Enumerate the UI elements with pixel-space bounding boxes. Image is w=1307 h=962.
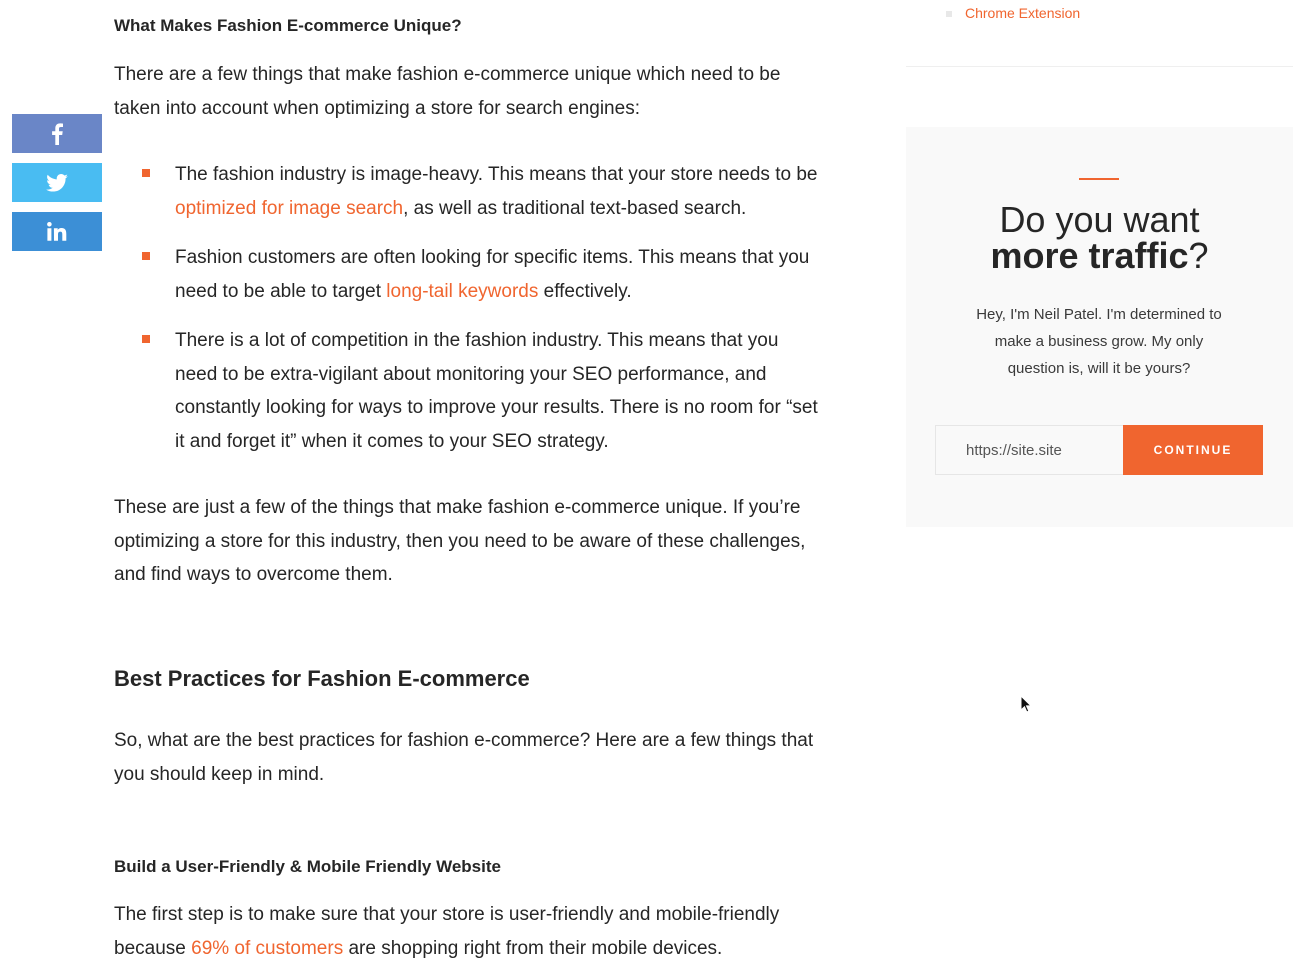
promo-title-line-1: Do you want — [999, 199, 1200, 240]
promo-accent-line — [1079, 178, 1119, 180]
list-item-text-start: The fashion industry is image-heavy. This means that your store needs to be — [175, 164, 818, 185]
traffic-promo-box — [906, 127, 1293, 527]
build-text-end: are shopping right from their mobile devices. — [343, 937, 723, 959]
promo-title-end: ? — [1188, 235, 1209, 276]
list-item-text: There is a lot of competition in the fashion industry. This means that you need to be extra-vigilant about monitoring your SEO performance, and constantly looking for ways to improve your results. There is no room for “set it and forget it” when it comes to your SEO strategy. — [175, 330, 818, 452]
facebook-icon — [51, 123, 63, 145]
heading-build-website: Build a User-Friendly & Mobile Friendly Website — [114, 857, 501, 876]
list-item-text-end: , as well as traditional text-based search. — [403, 197, 747, 219]
sidebar-list-marker — [946, 11, 952, 17]
continue-button[interactable]: CONTINUE — [1123, 425, 1263, 475]
heading-best-practices: Best Practices for Fashion E-commerce — [114, 666, 530, 691]
image-search-link[interactable]: optimized for image search — [175, 197, 404, 219]
sidebar-divider — [906, 66, 1293, 67]
bullet-marker — [142, 252, 150, 260]
list-item-text-start: Fashion customers are often looking for specific items. This means that you need to be able to target — [175, 247, 810, 302]
heading-what-makes-unique: What Makes Fashion E-commerce Unique? — [114, 16, 462, 35]
long-tail-keywords-link[interactable]: long-tail keywords — [386, 280, 539, 302]
customers-stat-link[interactable]: 69% of customers — [191, 937, 344, 959]
promo-description: Hey, I'm Neil Patel. I'm determined to make a business grow. My only question is, will it be yours? — [976, 306, 1222, 377]
linkedin-icon — [47, 222, 67, 241]
twitter-share-button[interactable] — [12, 163, 102, 202]
summary-paragraph: These are just a few of the things that make fashion e-commerce unique. If you’re optimizing a store for this industry, then you need to be aware of these challenges, and find ways to overcome them. — [114, 497, 806, 585]
facebook-share-button[interactable] — [12, 114, 102, 153]
website-url-input[interactable] — [935, 425, 1123, 475]
list-item-text — [175, 241, 823, 308]
list-item-text — [175, 158, 823, 225]
chrome-extension-link[interactable]: Chrome Extension — [965, 5, 1081, 21]
list-item-text-end: effectively. — [538, 280, 632, 302]
bullet-marker — [142, 335, 150, 343]
promo-title-bold: more traffic — [990, 235, 1189, 276]
twitter-icon — [46, 174, 68, 192]
best-practices-paragraph: So, what are the best practices for fashion e-commerce? Here are a few things that you should keep in mind. — [114, 730, 814, 785]
build-text-start: The first step is to make sure that your store is user-friendly and mobile-friendly because — [114, 904, 780, 959]
linkedin-share-button[interactable] — [12, 212, 102, 251]
mouse-pointer-icon — [1020, 695, 1032, 713]
bullet-marker — [142, 169, 150, 177]
intro-paragraph: There are a few things that make fashion e-commerce unique which need to be taken into account when optimizing a store for search engines: — [114, 64, 781, 119]
promo-title-line-2 — [906, 235, 1293, 277]
build-website-paragraph — [114, 898, 824, 962]
